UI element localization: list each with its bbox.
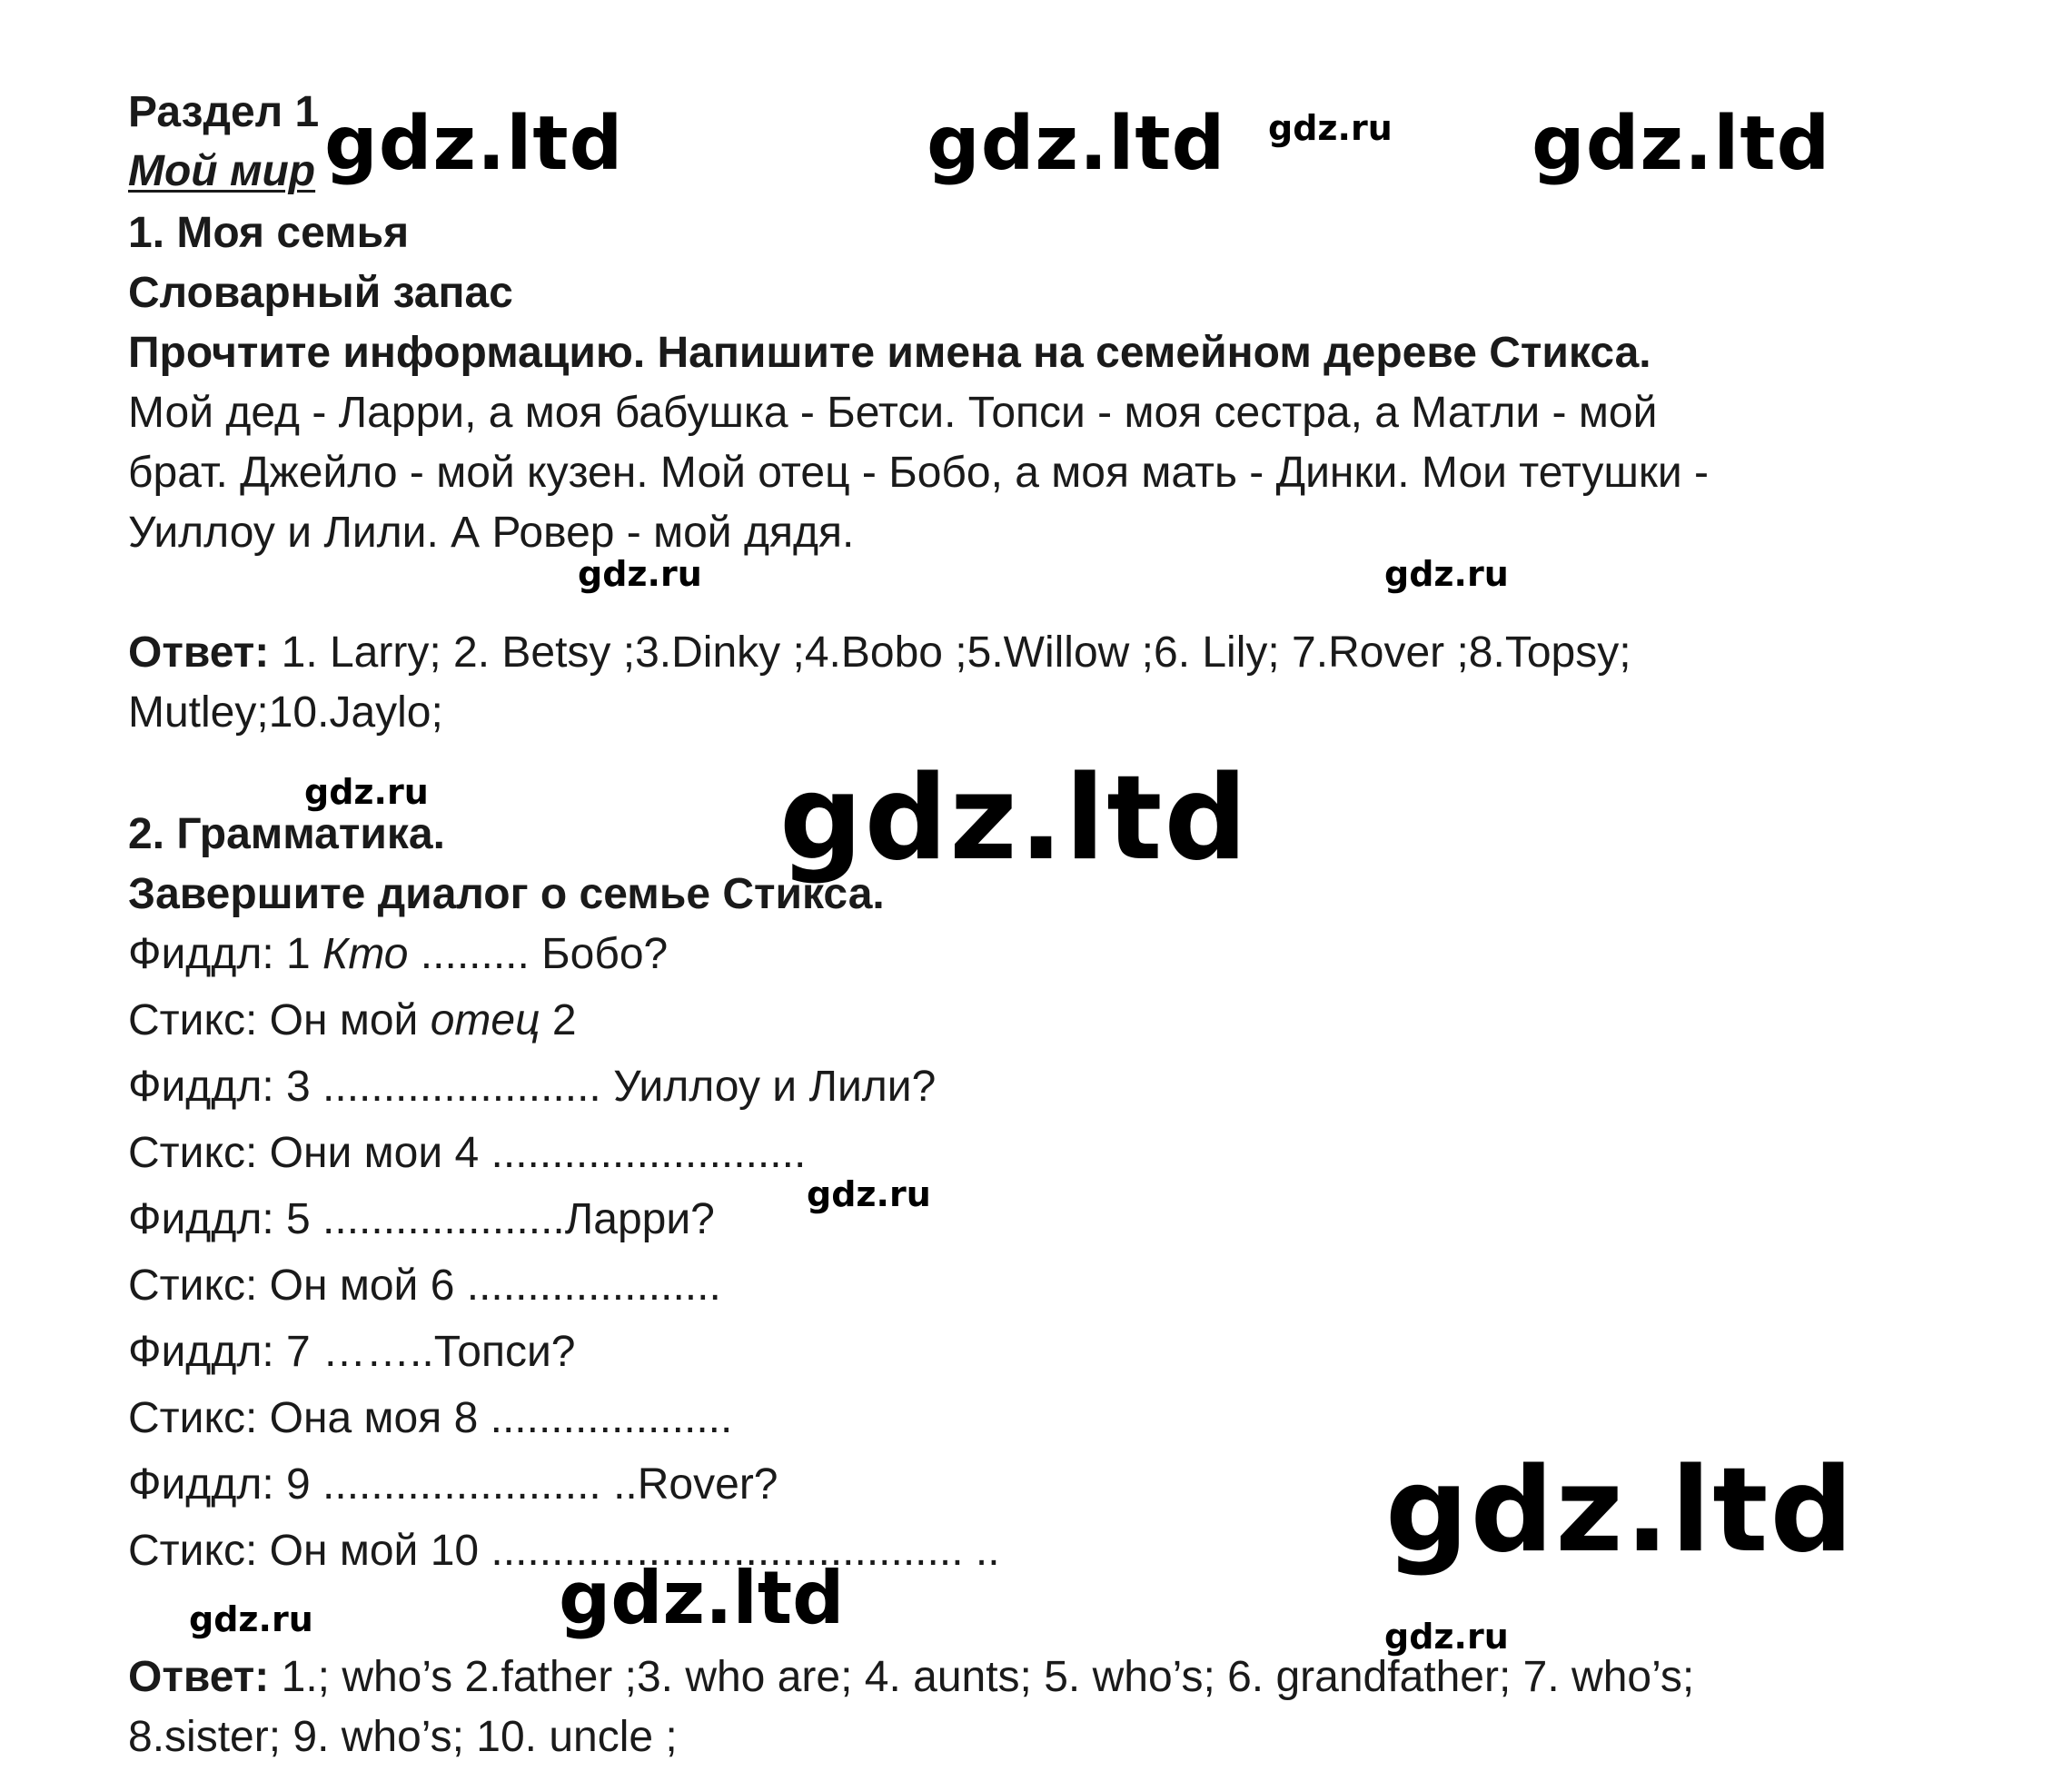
watermark-gdz-ru: gdz.ru [1384, 1617, 1509, 1657]
part2-heading: 2. Грамматика. [128, 810, 445, 858]
watermark-gdz-ru: gdz.ru [189, 1599, 313, 1639]
dialogue-line: Фиддл: 3 ....................... Уиллоу и Лили? [128, 1063, 937, 1111]
watermark-gdz-ru: gdz.ru [807, 1174, 931, 1214]
watermark-gdz-ltd: gdz.ltd [324, 101, 624, 187]
answer-label: Ответ: [128, 628, 270, 677]
dialogue-italic-word: Кто [322, 930, 409, 978]
dialogue-line: Стикс: Она моя 8 .................... [128, 1394, 733, 1442]
watermark-gdz-ltd: gdz.ltd [559, 1556, 845, 1640]
dialogue-line: Стикс: Они мои 4 .......................... [128, 1129, 807, 1177]
watermark-gdz-ltd: gdz.ltd [779, 751, 1250, 886]
answer-text: 1.; who’s 2.father ;3. who are; 4. aunts; 5. who’s; 6. grandfather; 7. who’s; [269, 1653, 1695, 1701]
section-title: Мой мир [128, 147, 316, 195]
dialogue-text: Стикс: Он мой [128, 996, 431, 1044]
dialogue-text: Фиддл: 1 [128, 930, 323, 978]
watermark-gdz-ltd: gdz.ltd [927, 101, 1226, 187]
answer-label: Ответ: [128, 1653, 270, 1701]
part1-answer-continued: Mutley;10.Jaylo; [128, 688, 443, 737]
watermark-gdz-ru: gdz.ru [1268, 108, 1393, 148]
part1-text-line: Уиллоу и Лили. А Ровер - мой дядя. [128, 509, 855, 557]
part2-answer [128, 1651, 1694, 1704]
part1-text-line: Мой дед - Ларри, а моя бабушка - Бетси. Топси - моя сестра, а Матли - мой [128, 389, 1658, 437]
watermark-gdz-ru: gdz.ru [578, 554, 702, 594]
watermark-gdz-ru: gdz.ru [1384, 554, 1509, 594]
dialogue-text: 2 [540, 996, 577, 1044]
dialogue-line: Стикс: Он мой 10 ....................................... .. [128, 1527, 1000, 1575]
part1-text-line: брат. Джейло - мой кузен. Мой отец - Бобо, а моя мать - Динки. Мои тетушки - [128, 449, 1709, 497]
dialogue-italic-word: отец [430, 996, 540, 1044]
dialogue-line [128, 928, 668, 981]
watermark-gdz-ltd: gdz.ltd [1385, 1443, 1856, 1578]
dialogue-text: ......... Бобо? [408, 930, 669, 978]
part1-task: Прочтите информацию. Напишите имена на семейном дереве Стикса. [128, 329, 1651, 377]
dialogue-line: Фиддл: 9 ....................... ..Rover? [128, 1460, 778, 1509]
part2-task: Завершите диалог о семье Стикса. [128, 870, 885, 918]
dialogue-line: Стикс: Он мой 6 ..................... [128, 1262, 721, 1310]
dialogue-line: Фиддл: 7 ……..Топси? [128, 1328, 576, 1376]
part1-subheading: Словарный запас [128, 269, 513, 317]
part2-answer-continued: 8.sister; 9. who’s; 10. uncle ; [128, 1713, 678, 1761]
answer-text: 1. Larry; 2. Betsy ;3.Dinky ;4.Bobo ;5.Willow ;6. Lily; 7.Rover ;8.Topsy; [269, 628, 1631, 677]
dialogue-line [128, 994, 577, 1047]
watermark-gdz-ltd: gdz.ltd [1532, 101, 1831, 187]
section-label: Раздел 1 [128, 88, 320, 136]
part1-answer [128, 627, 1631, 679]
part1-heading: 1. Моя семья [128, 209, 410, 257]
dialogue-line: Фиддл: 5 ....................Ларри? [128, 1195, 715, 1243]
watermark-gdz-ru: gdz.ru [304, 772, 429, 812]
